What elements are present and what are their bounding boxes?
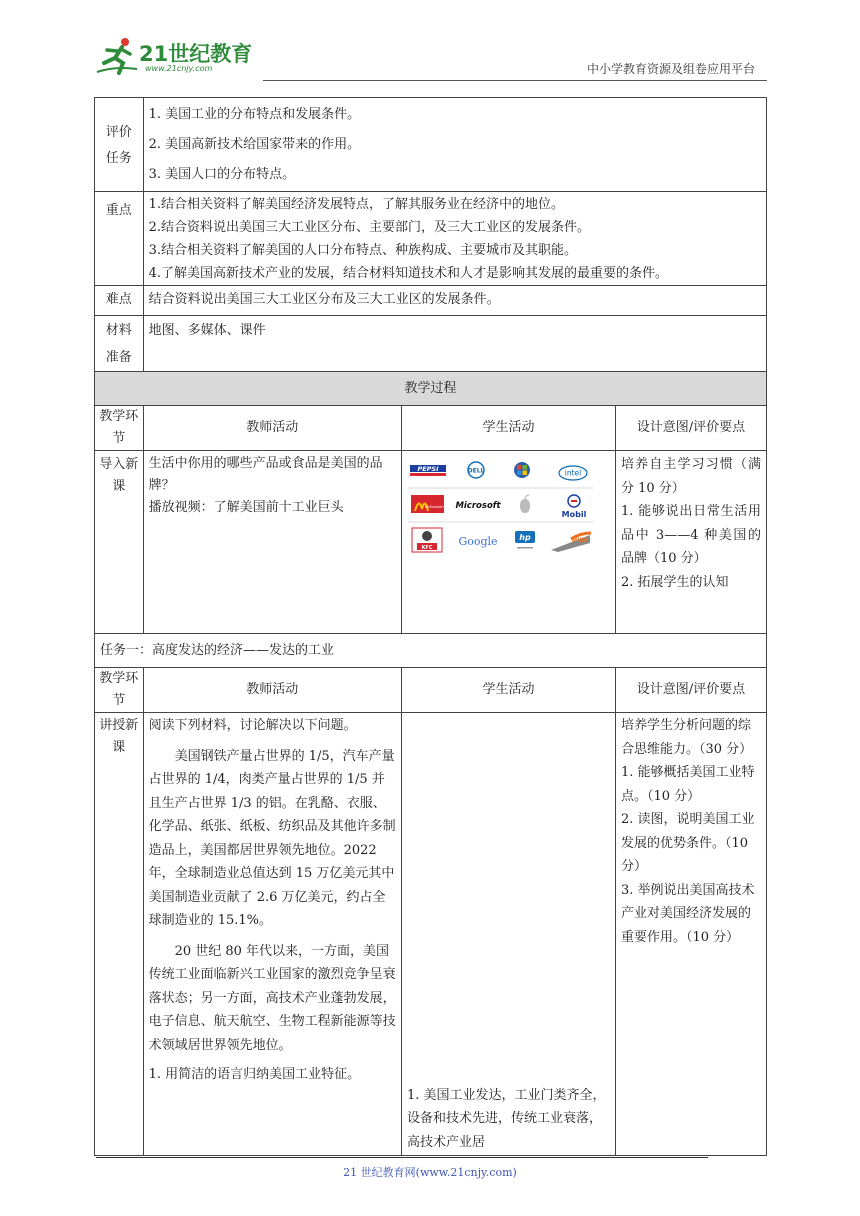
column-header-row bbox=[95, 406, 767, 451]
svg-text:Microsoft: Microsoft bbox=[455, 501, 501, 511]
col-teacher: 教师活动 bbox=[143, 406, 401, 451]
difficult-label: 难点 bbox=[95, 286, 144, 316]
eval-item: 1. 美国工业的分布特点和发展条件。 bbox=[148, 107, 361, 122]
svg-text:Mobil: Mobil bbox=[561, 510, 587, 519]
lecture-stage: 讲授新课 bbox=[95, 713, 144, 1156]
platform-name: 中小学教育资源及组卷应用平台 bbox=[586, 62, 755, 76]
svg-text:Google: Google bbox=[458, 535, 498, 548]
mobil-logo bbox=[562, 495, 587, 519]
key-item: 2.结合资料说出美国三大工业区分布、主要部门，及三大工业区的发展条件。 bbox=[148, 220, 590, 235]
intro-stage: 导入新课 bbox=[95, 451, 144, 634]
col-stage: 教学环节 bbox=[95, 406, 144, 451]
material-para-1: 美国钢铁产量占世界的 1/5，汽车产量占世界的 1/4，肉类产量占世界的 1/5 并且生产占世界 1/3 的铝。在乳酪、衣服、化学品、纸张、纸板、纺织品及其他许多制造品上，美国都居世界领先地位。2022 年，全球制造业总值达到 15 万亿美元其中美国制造业贡献了 2.6 万亿美元，约占全球制造业的 15.1%。 bbox=[148, 748, 396, 928]
materials-row bbox=[95, 316, 767, 372]
lecture-teacher bbox=[143, 713, 401, 1156]
lecture-student bbox=[402, 713, 616, 1156]
key-item: 1.结合相关资料了解美国经济发展特点，了解其服务业在经济中的地位。 bbox=[148, 197, 564, 212]
col-design: 设计意图/评价要点 bbox=[616, 668, 767, 713]
col-stage: 教学环节 bbox=[95, 668, 144, 713]
dell-logo bbox=[468, 462, 485, 478]
key-item: 3.结合相关资料了解美国的人口分布特点、种族构成、主要城市及其职能。 bbox=[148, 243, 577, 258]
svg-text:hp: hp bbox=[519, 533, 531, 542]
col-design: 设计意图/评价要点 bbox=[616, 406, 767, 451]
intro-student bbox=[402, 451, 616, 634]
student-answer-1: 1. 美国工业发达，工业门类齐全，设备和技术先进，传统工业衰落，高技术产业居 bbox=[407, 1087, 606, 1150]
logo-text: 21世纪教育 bbox=[139, 42, 253, 66]
header-divider bbox=[263, 80, 767, 81]
process-title-row bbox=[95, 372, 767, 406]
intro-question: 生活中你用的哪些产品或食品是美国的品牌？ bbox=[148, 456, 383, 493]
key-content bbox=[143, 192, 766, 286]
lesson-plan-table bbox=[94, 97, 767, 1156]
svg-text:intel: intel bbox=[564, 468, 582, 478]
intel-logo bbox=[559, 466, 587, 480]
kfc-logo bbox=[412, 528, 442, 552]
column-header-row-2 bbox=[95, 668, 767, 713]
eval-item: 3. 美国人口的分布特点。 bbox=[148, 167, 296, 182]
lecture-question-1: 1. 用简洁的语言归纳美国工业特征。 bbox=[148, 1067, 361, 1082]
lecture-row bbox=[95, 713, 767, 1156]
hp-logo bbox=[515, 531, 535, 549]
intro-row bbox=[95, 451, 767, 634]
brand-logos-image bbox=[408, 455, 593, 557]
svg-text:McDonald's: McDonald's bbox=[424, 505, 446, 509]
svg-text:PEPSI: PEPSI bbox=[417, 465, 439, 473]
nike-logo bbox=[551, 533, 591, 552]
mcdonalds-logo bbox=[411, 495, 445, 513]
microsoft-logo bbox=[455, 501, 501, 511]
pepsi-logo bbox=[410, 465, 446, 476]
intro-teacher bbox=[143, 451, 401, 634]
key-row bbox=[95, 192, 767, 286]
col-student: 学生活动 bbox=[402, 406, 616, 451]
intro-design: 培养自主学习习惯（满分 10 分） 1. 能够说出日常生活用品中 3——4 种美国的品牌（10 分） 2. 拓展学生的认知 bbox=[616, 451, 767, 634]
key-label: 重点 bbox=[95, 192, 144, 286]
eval-label: 评价任务 bbox=[95, 98, 144, 192]
google-logo bbox=[458, 535, 497, 548]
eval-row bbox=[95, 98, 767, 192]
footer-divider bbox=[96, 1157, 708, 1158]
svg-text:NIKE: NIKE bbox=[572, 537, 589, 544]
logo-url: www.21cnjy.com bbox=[145, 64, 213, 73]
col-student: 学生活动 bbox=[402, 668, 616, 713]
difficult-row bbox=[95, 286, 767, 316]
footer-text[interactable]: 21 世纪教育网(www.21cnjy.com) bbox=[343, 1166, 517, 1179]
lecture-design: 培养学生分析问题的综合思维能力。（30 分） 1. 能够概括美国工业特点。（10 分） 2. 读图，说明美国工业发展的优势条件。（10 分） 3. 举例说出美国高技术产业对美国经济发展的重要作用。（10 分） bbox=[616, 713, 767, 1156]
page-header bbox=[95, 34, 767, 78]
col-teacher: 教师活动 bbox=[143, 668, 401, 713]
task1-title: 任务一：高度发达的经济——发达的工业 bbox=[95, 634, 767, 668]
eval-item: 2. 美国高新技术给国家带来的作用。 bbox=[148, 137, 361, 152]
material-para-2: 20 世纪 80 年代以来，一方面，美国传统工业面临新兴工业国家的激烈竞争呈衰落状态；另一方面，高技术产业蓬勃发展，电子信息、航天航空、生物工程新能源等技术领域居世界领先地位。 bbox=[148, 943, 396, 1053]
lecture-intro: 阅读下列材料，讨论解决以下问题。 bbox=[148, 718, 357, 733]
task1-row bbox=[95, 634, 767, 668]
svg-text:KFC: KFC bbox=[421, 545, 433, 551]
site-logo[interactable] bbox=[95, 34, 265, 78]
eval-content bbox=[143, 98, 766, 192]
intro-video: 播放视频：了解美国前十工业巨头 bbox=[148, 500, 344, 515]
difficult-content: 结合资料说出美国三大工业区分布及三大工业区的发展条件。 bbox=[143, 286, 766, 316]
svg-text:DELL: DELL bbox=[467, 467, 485, 475]
runner-icon bbox=[95, 36, 139, 76]
key-item: 4.了解美国高新技术产业的发展，结合材料知道技术和人才是影响其发展的最重要的条件。 bbox=[148, 266, 668, 281]
process-title: 教学过程 bbox=[95, 372, 767, 406]
materials-content: 地图、多媒体、课件 bbox=[143, 316, 766, 372]
materials-label: 材料准备 bbox=[95, 316, 144, 372]
